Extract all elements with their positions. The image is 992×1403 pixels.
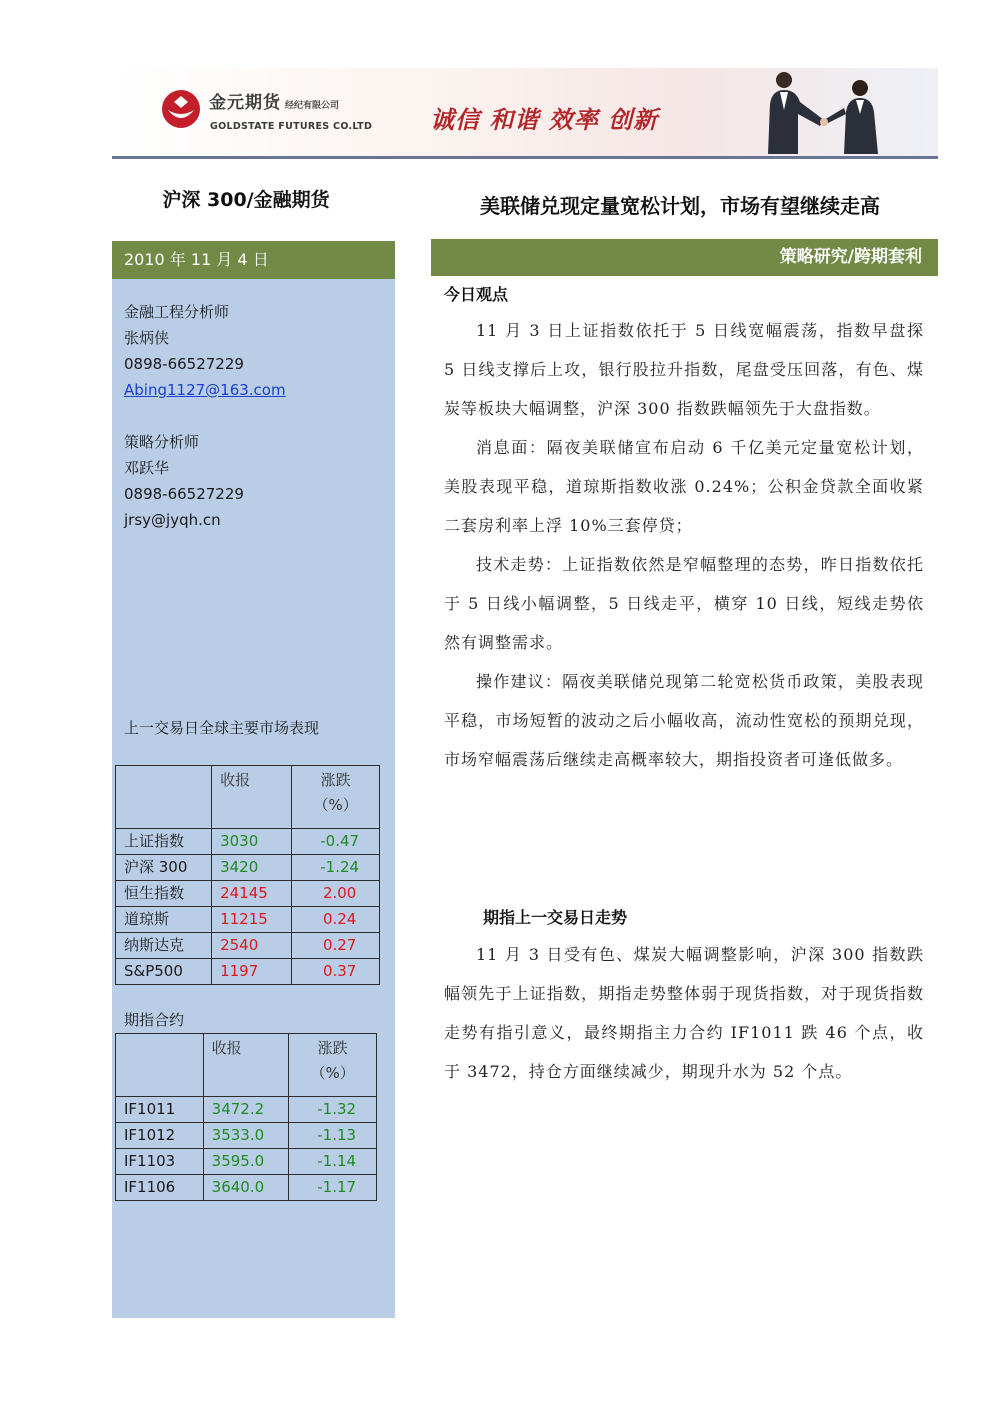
table-row [116,1097,377,1123]
table-row [116,1123,377,1149]
company-name-cn-suffix: 经纪有限公司 [285,101,340,111]
report-main-title: 美联储兑现定量宽松计划，市场有望继续走高 [480,194,880,218]
table-header-cell: 涨跌 （%） [289,1034,377,1097]
row-name-cell: IF1012 [116,1123,204,1149]
body-paragraph: 技术走势：上证指数依然是窄幅整理的态势，昨日指数依托于 5 日线小幅调整，5 日线走平，横穿 10 日线，短线走势依然有调整需求。 [444,555,924,652]
close-value-cell: 2540 [212,933,292,959]
close-value-cell: 3595.0 [203,1149,289,1175]
analyst-email: jrsy@jyqh.cn [124,511,221,529]
analyst-contact-2 [124,429,244,533]
table-header-cell [116,766,212,829]
analyst-phone: 0898-66527229 [124,485,244,503]
body-paragraph: 消息面：隔夜美联储宣布启动 6 千亿美元定量宽松计划，美股表现平稳，道琼斯指数收涨 0.24%；公积金贷款全面收紧 二套房利率上浮 10%三套停贷； [444,438,924,535]
change-percent-cell: -1.24 [292,855,380,881]
close-value-cell: 11215 [212,907,292,933]
close-value-cell: 24145 [212,881,292,907]
table-header-cell: 收报 [212,766,292,829]
row-name-cell: 道琼斯 [116,907,212,933]
table-row [116,1175,377,1201]
futures-table-body [116,1097,377,1201]
futures-table-caption: 期指合约 [124,1011,185,1029]
slogan: 诚信 和谐 效率 创新 [430,106,659,134]
change-percent-cell: 0.27 [292,933,380,959]
close-value-cell: 3533.0 [203,1123,289,1149]
futures-trend-body [444,935,924,1091]
table-row [116,881,380,907]
today-view-heading: 今日观点 [444,285,509,304]
company-name-cn [209,88,339,113]
table-row [116,907,380,933]
section-label: 策略研究/跨期套利 [431,239,938,276]
market-table [115,765,380,985]
close-value-cell: 3420 [212,855,292,881]
row-name-cell: 沪深 300 [116,855,212,881]
close-value-cell: 3030 [212,829,292,855]
report-category-title: 沪深 300/金融期货 [162,189,330,211]
company-name-en: GOLDSTATE FUTURES CO.LTD [210,121,373,132]
company-logo-icon [160,88,202,130]
table-header-cell: 涨跌 （%） [292,766,380,829]
handshake-illustration-icon [732,70,902,154]
analyst-contact-1 [124,299,286,403]
change-percent-cell: 0.24 [292,907,380,933]
table-header-cell: 收报 [203,1034,289,1097]
analyst-email-link[interactable]: Abing1127@163.com [124,381,286,399]
body-paragraph: 11 月 3 日受有色、煤炭大幅调整影响，沪深 300 指数跌幅领先于上证指数，期指走势整体弱于现货指数，对于现货指数走势有指引意义，最终期指主力合约 IF1011 跌 46 个点，收于 3472，持仓方面继续减少，期现升水为 52 个点。 [444,945,924,1081]
change-percent-cell: 2.00 [292,881,380,907]
today-view-body [444,311,924,779]
change-percent-cell: -1.32 [289,1097,377,1123]
header-banner [112,68,938,159]
table-row [116,1149,377,1175]
futures-trend-heading: 期指上一交易日走势 [483,908,628,927]
analyst-phone: 0898-66527229 [124,355,244,373]
analyst-name: 张炳侠 [124,329,170,347]
change-percent-cell: -1.14 [289,1149,377,1175]
futures-table [115,1033,377,1201]
analyst-name: 邓跃华 [124,459,170,477]
body-paragraph: 11 月 3 日上证指数依托于 5 日线宽幅震荡，指数早盘探 5 日线支撑后上攻，银行股拉升指数，尾盘受压回落，有色、煤炭等板块大幅调整，沪深 300 指数跌幅领先于大盘指数。 [444,321,924,418]
close-value-cell: 1197 [212,959,292,985]
row-name-cell: S&P500 [116,959,212,985]
row-name-cell: 上证指数 [116,829,212,855]
change-percent-cell: -0.47 [292,829,380,855]
change-percent-cell: 0.37 [292,959,380,985]
table-row [116,855,380,881]
row-name-cell: IF1011 [116,1097,204,1123]
table-row [116,829,380,855]
table-row [116,959,380,985]
row-name-cell: 纳斯达克 [116,933,212,959]
table-header-cell [116,1034,204,1097]
row-name-cell: 恒生指数 [116,881,212,907]
row-name-cell: IF1106 [116,1175,204,1201]
market-table-caption: 上一交易日全球主要市场表现 [124,719,320,737]
close-value-cell: 3472.2 [203,1097,289,1123]
table-row [116,933,380,959]
row-name-cell: IF1103 [116,1149,204,1175]
analyst-role: 策略分析师 [124,433,200,451]
close-value-cell: 3640.0 [203,1175,289,1201]
report-date: 2010 年 11 月 4 日 [112,241,395,279]
change-percent-cell: -1.17 [289,1175,377,1201]
company-name-cn-text: 金元期货 [209,93,281,113]
body-paragraph: 操作建议：隔夜美联储兑现第二轮宽松货币政策，美股表现平稳，市场短暂的波动之后小幅收高，流动性宽松的预期兑现，市场窄幅震荡后继续走高概率较大，期指投资者可逢低做多。 [444,672,924,769]
table-header-row [116,766,380,829]
change-percent-cell: -1.13 [289,1123,377,1149]
analyst-role: 金融工程分析师 [124,303,230,321]
market-table-body [116,829,380,985]
table-header-row [116,1034,377,1097]
